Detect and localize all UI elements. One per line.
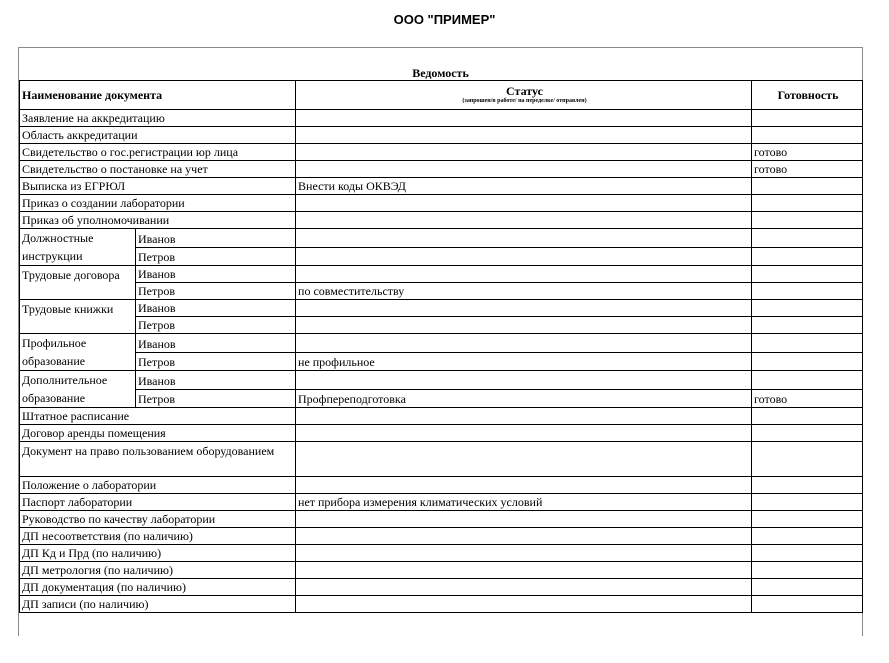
ready-cell[interactable]: [752, 579, 863, 596]
header-status-hint: (запрошен/в работе/ на переделке/ отправлен): [462, 98, 587, 104]
person-cell[interactable]: Иванов: [136, 266, 296, 283]
group-name-cell[interactable]: Трудовые договора: [20, 266, 136, 300]
person-cell[interactable]: Иванов: [136, 371, 296, 390]
doc-name-cell[interactable]: Договор аренды помещения: [20, 425, 296, 442]
ready-cell[interactable]: готово: [752, 144, 863, 161]
ready-cell[interactable]: [752, 212, 863, 229]
table-row: [20, 596, 863, 613]
ready-cell[interactable]: [752, 545, 863, 562]
ready-cell[interactable]: [752, 195, 863, 212]
doc-name-cell[interactable]: ДП несоответствия (по наличию): [20, 528, 296, 545]
status-cell[interactable]: [296, 545, 752, 562]
doc-name-cell[interactable]: Приказ о создании лаборатории: [20, 195, 296, 212]
status-cell[interactable]: [296, 195, 752, 212]
status-cell[interactable]: [296, 110, 752, 127]
documents-table: [19, 80, 863, 613]
status-cell[interactable]: [296, 334, 752, 353]
ready-cell[interactable]: [752, 229, 863, 248]
table-header: [20, 81, 863, 110]
ready-cell[interactable]: [752, 477, 863, 494]
ready-cell[interactable]: [752, 266, 863, 283]
status-cell[interactable]: нет прибора измерения климатических условий: [296, 494, 752, 511]
table-row: [20, 352, 863, 371]
status-cell[interactable]: [296, 127, 752, 144]
doc-name-cell[interactable]: Свидетельство о гос.регистрации юр лица: [20, 144, 296, 161]
ready-cell[interactable]: [752, 425, 863, 442]
ready-cell[interactable]: [752, 110, 863, 127]
header-ready: Готовность: [752, 81, 863, 110]
doc-name-cell[interactable]: Заявление на аккредитацию: [20, 110, 296, 127]
status-cell[interactable]: Профпереподготовка: [296, 389, 752, 408]
table-row: [20, 334, 863, 353]
table-row: [20, 127, 863, 144]
header-status: [296, 81, 752, 110]
ready-cell[interactable]: [752, 371, 863, 390]
person-cell[interactable]: Иванов: [136, 300, 296, 317]
table-row: [20, 317, 863, 334]
ready-cell[interactable]: [752, 334, 863, 353]
doc-name-cell[interactable]: Штатное расписание: [20, 408, 296, 425]
status-cell[interactable]: [296, 229, 752, 248]
ready-cell[interactable]: готово: [752, 389, 863, 408]
table-row: [20, 477, 863, 494]
status-cell[interactable]: [296, 266, 752, 283]
person-cell[interactable]: Петров: [136, 317, 296, 334]
header-name: Наименование документа: [20, 81, 296, 110]
ready-cell[interactable]: [752, 408, 863, 425]
doc-name-cell[interactable]: Приказ об уполномочивании: [20, 212, 296, 229]
table-row: [20, 528, 863, 545]
status-cell[interactable]: [296, 528, 752, 545]
ready-cell[interactable]: [752, 352, 863, 371]
ready-cell[interactable]: [752, 562, 863, 579]
status-cell[interactable]: [296, 425, 752, 442]
person-cell[interactable]: Петров: [136, 352, 296, 371]
table-row: [20, 266, 863, 283]
table-row: [20, 371, 863, 390]
doc-name-cell[interactable]: ДП метрология (по наличию): [20, 562, 296, 579]
status-cell[interactable]: [296, 371, 752, 390]
table-row: [20, 229, 863, 248]
ready-cell[interactable]: [752, 511, 863, 528]
status-cell[interactable]: [296, 161, 752, 178]
group-name-cell[interactable]: Должностные инструкции: [20, 229, 136, 266]
doc-name-cell[interactable]: Положение о лаборатории: [20, 477, 296, 494]
doc-name-cell[interactable]: Область аккредитации: [20, 127, 296, 144]
doc-name-cell[interactable]: ДП документация (по наличию): [20, 579, 296, 596]
sheet-title: Ведомость: [412, 66, 469, 80]
status-cell[interactable]: по совместительству: [296, 283, 752, 300]
ready-cell[interactable]: [752, 127, 863, 144]
ready-cell[interactable]: [752, 317, 863, 334]
table-row: [20, 110, 863, 127]
table-row: [20, 442, 863, 477]
table-row: [20, 144, 863, 161]
status-cell[interactable]: [296, 511, 752, 528]
ready-cell[interactable]: [752, 494, 863, 511]
ready-cell[interactable]: [752, 300, 863, 317]
doc-name-cell[interactable]: Документ на право пользованием оборудованием: [20, 442, 296, 477]
ready-cell[interactable]: [752, 178, 863, 195]
ready-cell[interactable]: готово: [752, 161, 863, 178]
status-cell[interactable]: [296, 408, 752, 425]
company-name: ООО "ПРИМЕР": [393, 12, 496, 27]
table-row: [20, 579, 863, 596]
doc-name-cell[interactable]: ДП записи (по наличию): [20, 596, 296, 613]
status-cell[interactable]: [296, 247, 752, 266]
table-row: [20, 195, 863, 212]
group-name-cell[interactable]: Профильное образование: [20, 334, 136, 371]
person-cell[interactable]: Иванов: [136, 229, 296, 248]
person-cell[interactable]: Петров: [136, 247, 296, 266]
ready-cell[interactable]: [752, 528, 863, 545]
table-row: [20, 545, 863, 562]
table-row: [20, 300, 863, 317]
ready-cell[interactable]: [752, 442, 863, 477]
table-row: [20, 511, 863, 528]
ready-cell[interactable]: [752, 596, 863, 613]
header-status-label: Статус: [506, 84, 543, 98]
status-cell[interactable]: [296, 562, 752, 579]
status-cell[interactable]: [296, 317, 752, 334]
status-cell[interactable]: [296, 579, 752, 596]
status-cell[interactable]: [296, 442, 752, 477]
table-row: [20, 425, 863, 442]
table-row: [20, 212, 863, 229]
doc-name-cell[interactable]: ДП Кд и Прд (по наличию): [20, 545, 296, 562]
doc-name-cell[interactable]: Руководство по качеству лаборатории: [20, 511, 296, 528]
table-row: [20, 283, 863, 300]
status-cell[interactable]: [296, 212, 752, 229]
status-cell[interactable]: не профильное: [296, 352, 752, 371]
status-cell[interactable]: Внести коды ОКВЭД: [296, 178, 752, 195]
person-cell[interactable]: Петров: [136, 389, 296, 408]
statement-sheet: [18, 47, 863, 636]
status-cell[interactable]: [296, 144, 752, 161]
table-row: [20, 178, 863, 195]
group-name-cell[interactable]: Дополнительное образование: [20, 371, 136, 408]
doc-name-cell[interactable]: Паспорт лаборатории: [20, 494, 296, 511]
table-row: [20, 494, 863, 511]
person-cell[interactable]: Иванов: [136, 334, 296, 353]
ready-cell[interactable]: [752, 247, 863, 266]
table-row: [20, 408, 863, 425]
table-row: [20, 389, 863, 408]
status-cell[interactable]: [296, 596, 752, 613]
ready-cell[interactable]: [752, 283, 863, 300]
group-name-cell[interactable]: Трудовые книжки: [20, 300, 136, 334]
status-cell[interactable]: [296, 300, 752, 317]
doc-name-cell[interactable]: Выписка из ЕГРЮЛ: [20, 178, 296, 195]
table-row: [20, 247, 863, 266]
person-cell[interactable]: Петров: [136, 283, 296, 300]
doc-name-cell[interactable]: Свидетельство о постановке на учет: [20, 161, 296, 178]
table-row: [20, 161, 863, 178]
table-row: [20, 562, 863, 579]
status-cell[interactable]: [296, 477, 752, 494]
